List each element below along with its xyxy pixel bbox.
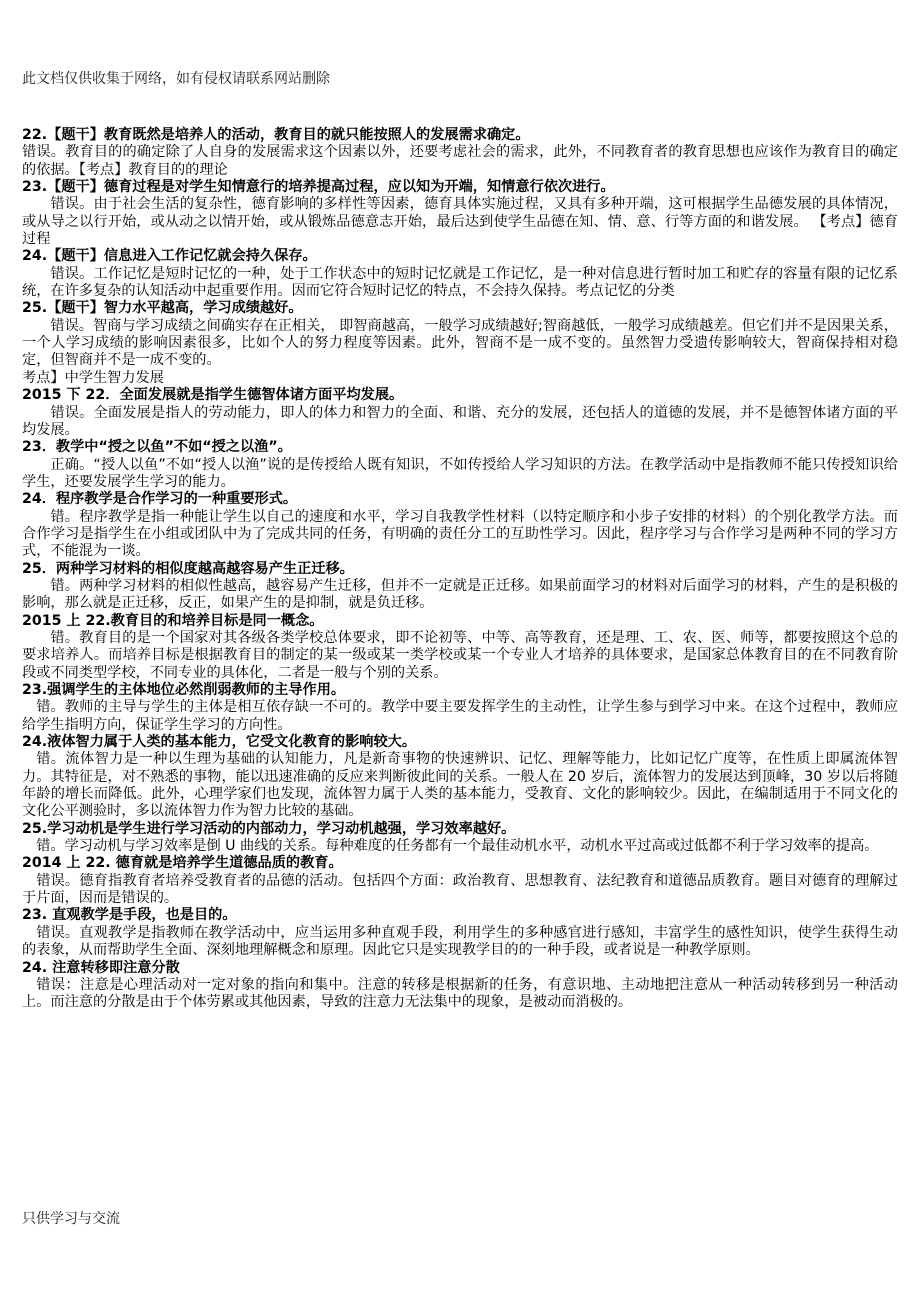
question-heading: 23.【题干】德育过程是对学生知情意行的培养提高过程，应以知为开端，知情意行依次进行。 xyxy=(22,179,615,196)
question-heading: 24.液体智力属于人类的基本能力，它受文化教育的影响较大。 xyxy=(22,734,417,751)
question-heading: 2014 上 22. 德育就是培养学生道德品质的教育。 xyxy=(22,855,343,872)
answer-paragraph: 错误。全面发展是指人的劳动能力，即人的体力和智力的全面、和谐、充分的发展，还包括人的道德的发展，并不是德智体诸方面的平均发展。 xyxy=(22,404,898,438)
answer-paragraph: 错误。教育目的的确定除了人自身的发展需求这个因素以外，还要考虑社会的需求，此外，不同教育者的教育思想也应该作为教育目的确定的依据。【考点】教育目的的理论 xyxy=(22,144,898,178)
question-heading: 25.【题干】智力水平越高，学习成绩越好。 xyxy=(22,300,303,317)
question-heading: 24.【题干】信息进入工作记忆就会持久保存。 xyxy=(22,248,317,265)
answer-paragraph: 错误：注意是心理活动对一定对象的指向和集中。注意的转移是根据新的任务，有意识地、主动地把注意从一种活动转移到另一种活动上。而注意的分散是由于个体劳累或其他因素，导致的注意力无法集中的现象，是被动而消极的。 xyxy=(22,976,898,1011)
answer-paragraph: 错误。由于社会生活的复杂性，德育影响的多样性等因素，德育具体实施过程，又具有多种开端，这可根据学生品德发展的具体情况，或从导之以行开始，或从动之以情开始，或从锻炼品德意志开始，最后达到使学生品德在知、情、意、行等方面的和谐发展。 【考点】德育过程 xyxy=(22,196,898,248)
answer-paragraph: 错。流体智力是一种以生理为基础的认知能力，凡是新奇事物的快速辨识、记忆、理解等能力，比如记忆广度等，在性质上即属流体智力。其特征是，对不熟悉的事物，能以迅速准确的反应来判断彼此间的关系。一般人在 20 岁后，流体智力的发展达到顶峰，30 岁以后将随年龄的增长而降低。此外，心理学家们也发现，流体智力属于人类的基本能力，受教育、文化的影响较少。因此，在编制适用于不同文化的文化公平测验时，多以流体智力作为智力比较的基础。 xyxy=(22,751,898,820)
answer-paragraph: 错。教师的主导与学生的主体是相互依存缺一不可的。教学中要主要发挥学生的主动性，让学生参与到学习中来。在这个过程中，教师应给学生指明方向，保证学生学习的方向性。 xyxy=(22,699,898,733)
question-heading: 24. 注意转移即注意分散 xyxy=(22,959,180,976)
question-heading: 23.强调学生的主体地位必然削弱教师的主导作用。 xyxy=(22,682,346,698)
answer-paragraph: 错。学习动机与学习效率是倒 U 曲线的关系。每种难度的任务都有一个最佳动机水平，动机水平过高或过低都不利于学习效率的提高。 xyxy=(36,838,879,855)
question-heading: 23．教学中“授之以鱼”不如“授之以渔”。 xyxy=(22,439,292,456)
answer-paragraph: 错。程序教学是指一种能让学生以自己的速度和水平，学习自我教学性材料（以特定顺序和小步子安排的材料）的个别化教学方法。而合作学习是指学生在小组或团队中为了完成共同的任务，有明确的责任分工的互助性学习。因此，程序学习与合作学习是两种不同的学习方式，不能混为一谈。 xyxy=(22,508,898,560)
question-heading: 22.【题干】教育既然是培养人的活动，教育目的就只能按照人的发展需求确定。 xyxy=(22,127,530,143)
question-heading: 25.学习动机是学生进行学习活动的内部动力，学习动机越强，学习效率越好。 xyxy=(22,820,516,837)
answer-paragraph: 错。教育目的是一个国家对其各级各类学校总体要求，即不论初等、中等、高等教育，还是理、工、农、医、师等，都要按照这个总的要求培养人。而培养目标是根据教育目的制定的某一级或某一类学校或某一个专业人才培养的具体要求，是国家总体教育目的在不同教育阶段或不同类型学校，不同专业的具体化，二者是一般与个别的关系。 xyxy=(22,629,898,681)
answer-paragraph: 错误。直观教学是指教师在教学活动中，应当运用多种直观手段，利用学生的多种感官进行感知，丰富学生的感性知识，使学生获得生动的表象，从而帮助学生全面、深刻地理解概念和原理。因此它只是实现教学目的的一种手段，或者说是一种教学原则。 xyxy=(22,924,898,959)
question-heading: 2015 上 22.教育目的和培养目标是同一概念。 xyxy=(22,612,324,629)
document-body xyxy=(22,127,898,1012)
answer-paragraph: 错误。工作记忆是短时记忆的一种，处于工作状态中的短时记忆就是工作记忆，是一种对信息进行暂时加工和贮存的容量有限的记忆系统，在许多复杂的认知活动中起重要作用。因而它符合短时记忆的特点，不会持久保持。考点记忆的分类 xyxy=(22,265,898,300)
question-heading: 23. 直观教学是手段，也是目的。 xyxy=(22,907,237,924)
answer-paragraph: 错。两种学习材料的相似性越高，越容易产生迁移，但并不一定就是正迁移。如果前面学习的材料对后面学习的材料，产生的是积极的影响，那么就是正迁移，反正，如果产生的是抑制，就是负迁移。 xyxy=(22,577,898,612)
question-heading: 2015 下 22．全面发展就是指学生德智体诸方面平均发展。 xyxy=(22,387,404,404)
page-header: 此文档仅供收集于网络，如有侵权请联系网站删除 xyxy=(22,71,330,87)
answer-paragraph: 考点】中学生智力发展 xyxy=(22,369,164,386)
answer-paragraph: 正确。“授人以鱼”不如“授人以渔”说的是传授给人既有知识，不如传授给人学习知识的方法。在教学活动中是指教师不能只传授知识给学生，还要发展学生学习的能力。 xyxy=(22,456,898,490)
question-heading: 25．两种学习材料的相似度越高越容易产生正迁移。 xyxy=(22,560,354,577)
answer-paragraph: 错误。智商与学习成绩之间确实存在正相关， 即智商越高，一般学习成绩越好;智商越低，一般学习成绩越差。但它们并不是因果关系，一个人学习成绩的影响因素很多，比如个人的努力程度等因素。此外，智商不是一成不变的。虽然智力受遗传影响较大，智商保持相对稳定，但智商并不是一成不变的。 xyxy=(22,317,898,369)
answer-paragraph: 错误。德育指教育者培养受教育者的品德的活动。包括四个方面：政治教育、思想教育、法纪教育和道德品质教育。题目对德育的理解过于片面，因而是错误的。 xyxy=(22,872,898,907)
question-heading: 24．程序教学是合作学习的一种重要形式。 xyxy=(22,491,298,508)
page-footer: 只供学习与交流 xyxy=(22,1211,120,1227)
